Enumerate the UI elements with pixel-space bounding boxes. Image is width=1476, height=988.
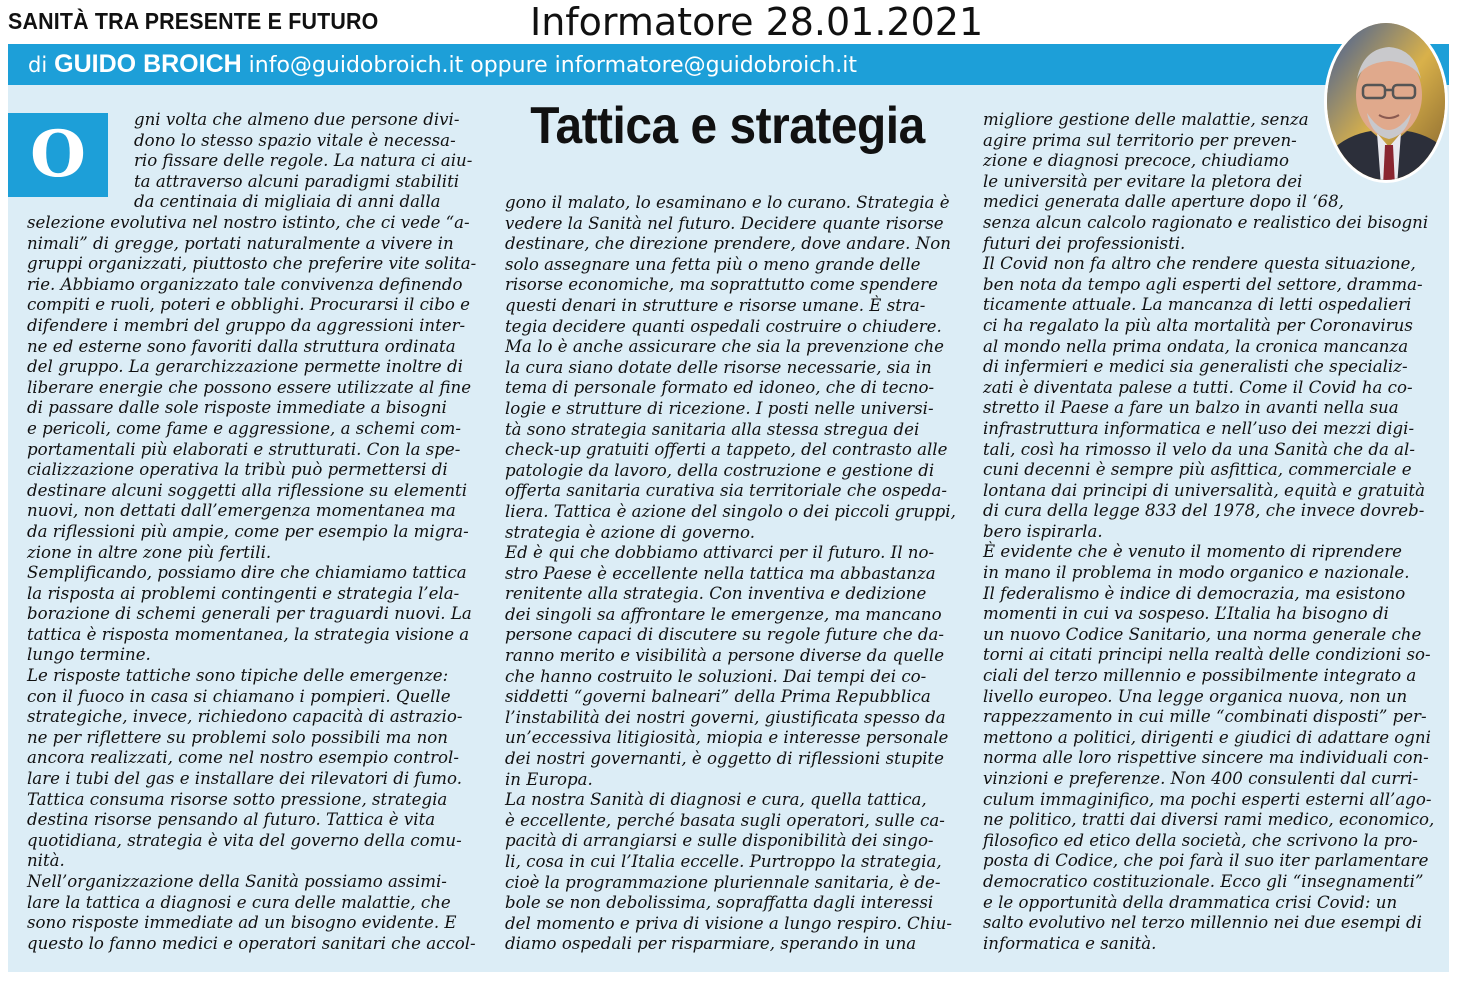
column-1-lead: gni volta che almeno due persone divi- dono lo stesso spazio vitale è necessa- rio fissare delle regole. La natura ci aiu- ta attraverso alcuni paradigmi stabiliti da centinaia di migliaia di anni dalla [134,110,473,212]
section-rubric: SANITÀ TRA PRESENTE E FUTURO [8,8,379,34]
byline [28,50,857,79]
byline-prefix: di [28,53,48,77]
edition-stamp: Informatore 28.01.2021 [530,0,984,44]
drop-cap: O [8,113,108,197]
article-title: Tattica e strategia [530,97,925,155]
column-2-body: gono il malato, lo esaminano e lo curano. Strategia è vedere la Sanità nel futuro. Decidere quante risorse destinare, che direzione prendere, dove andare. Non solo assegnare una fetta più o meno grande delle risorse economiche, ma soprattutto come spendere questi denari in strutture e risorse umane. È stra- tegia decidere quanti ospedali costruire o chiudere. Ma lo è anche assicurare che sia la prevenzione che la cura siano dotate delle risorse necessarie, sia in tema di personale formato ed idoneo, che di tecno- logie e strutture di ricezione. I posti nelle universi- tà sono strategia sanitaria alla stessa stregua dei check-up gratuiti offerti a tappeto, del contrasto alle patologie da lavoro, della costruzione e gestione di offerta sanitaria curativa sia territoriale che ospeda- liera. Tattica è azione del singolo o dei piccoli gruppi, strategia è azione di governo. Ed è qui che dobbiamo attivarci per il futuro. Il no- stro Paese è eccellente nella tattica ma abbastanza renitente alla strategia. Con inventiva e dedizione dei singoli sa affrontare le emergenze, ma mancano persone capaci di discutere su regole future che da- ranno merito e visibilità a persone diverse da quelle che hanno costruito le soluzioni. Dai tempi dei co- siddetti “governi balneari” della Prima Repubblica l’instabilità dei nostri governi, giustificata spesso da un’eccessiva litigiosità, miopia e interesse personale dei nostri governanti, è oggetto di riflessioni stupite in Europa. La nostra Sanità di diagnosi e cura, quella tattica, è eccellente, perché basata sugli operatori, sulle ca- pacità di arrangiarsi e sulle disponibilità dei singo- li, cosa in cui l’Italia eccelle. Purtroppo la strategia, cioè la programmazione pluriennale sanitaria, è de- bole se non debolissima, sopraffatta dagli interessi del momento e priva di visione a lungo respiro. Chiu- diamo ospedali per risparmiare, sperando in una [505,193,956,954]
column-1-body: selezione evolutiva nel nostro istinto, che ci vede “a- nimali” di gregge, portati naturalmente a vivere in gruppi organizzati, piuttosto che preferire vite solita- rie. Abbiamo organizzato tale convivenza definendo compiti e ruoli, poteri e obblighi. Procurarsi il cibo e difendere i membri del gruppo da aggressioni inter- ne ed esterne sono favoriti dalla struttura ordinata del gruppo. La gerarchizzazione permette inoltre di liberare energie che possono essere utilizzate al fine di passare dalle sole risposte immediate a bisogni e pericoli, come fame e aggressione, a schemi com- portamentali più elaborati e strutturati. Con la spe- cializzazione operativa la tribù può permettersi di destinare alcuni soggetti alla riflessione su elementi nuovi, non dettati dall’emergenza momentanea ma da riflessioni più ampie, come per esempio la migra- zione in altre zone più fertili. Semplificando, possiamo dire che chiamiamo tattica la risposta ai problemi contingenti e strategia l’ela- borazione di schemi generali per traguardi nuovi. La tattica è risposta momentanea, la strategia visione a lungo termine. Le risposte tattiche sono tipiche delle emergenze: con il fuoco in casa si chiamano i pompieri. Quelle strategiche, invece, richiedono capacità di astrazio- ne per riflettere su problemi solo possibili ma non ancora realizzati, come nel nostro esempio control- lare i tubi del gas e installare dei rilevatori di fumo. Tattica consuma risorse sotto pressione, strategia destina risorse pensando al futuro. Tattica è vita quotidiana, strategia è vita del governo della comu- nità. Nell’organizzazione della Sanità possiamo assimi- lare la tattica a diagnosi e cura delle malattie, che sono risposte immediate ad un bisogno evidente. E questo lo fanno medici e operatori sanitari che accol- [27,213,477,953]
author-name: GUIDO BROICH [54,50,242,78]
author-contacts: info@guidobroich.it oppure informatore@guidobroich.it [248,53,857,78]
column-3-body: migliore gestione delle malattie, senza agire prima sul territorio per preven- zione e diagnosi precoce, chiudiamo le università per evitare la pletora dei medici generata dalle aperture dopo il ‘68, senza alcun calcolo ragionato e realistico dei bisogni futuri dei professionisti. Il Covid non fa altro che rendere questa situazione, ben nota da tempo agli esperti del settore, dramma- ticamente attuale. La mancanza di letti ospedalieri ci ha regalato la più alta mortalità per Coronavirus al mondo nella prima ondata, la cronica mancanza di infermieri e medici sia generalisti che specializ- zati è diventata palese a tutti. Come il Covid ha co- stretto il Paese a fare un balzo in avanti nella sua infrastruttura informatica e nell’uso dei mezzi digi- tali, così ha rimosso il velo da una Sanità che da al- cuni decenni è sempre più asfittica, commerciale e lontana dai principi di universalità, equità e gratuità di cura della legge 833 del 1978, che invece dovreb- bero ispirarla. È evidente che è venuto il momento di riprendere in mano il problema in modo organico e nazionale. Il federalismo è indice di democrazia, ma esistono momenti in cui va sospeso. L’Italia ha bisogno di un nuovo Codice Sanitario, una norma generale che torni ai citati principi nella realtà delle condizioni so- ciali del terzo millennio e possibilmente integrato a livello europeo. Una legge organica nuova, non un rappezzamento in cui mille “combinati disposti” per- mettono a politici, dirigenti e giudici di adattare ogni norma alle loro rispettive sincere ma individuali con- vinzioni e preferenze. Non 400 consulenti dal curri- culum immaginifico, ma pochi esperti esterni all’ago- ne politico, tratti dai diversi rami medico, economico, filosofico ed etico della società, che scrivono la pro- posta di Codice, che poi farà il suo iter parlamentare democratico costituzionale. Ecco gli “insegnamenti” e le opportunità della drammatica crisi Covid: un salto evolutivo nel terzo millennio nei due esempi di informatica e sanità. [983,110,1435,953]
